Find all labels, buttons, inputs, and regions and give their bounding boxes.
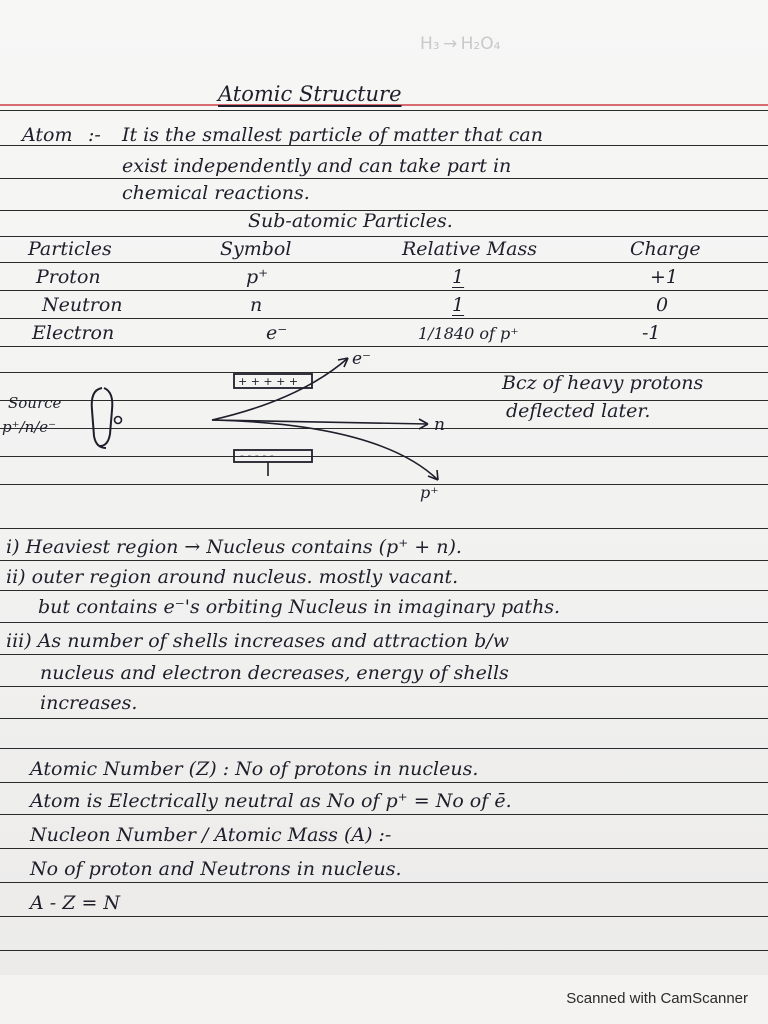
point-3-continued: nucleus and electron decreases, energy of shells [40,662,509,684]
ruled-line [0,916,768,917]
ruled-line [0,686,768,687]
row-proton-symbol: p⁺ [246,266,269,288]
header-charge: Charge [630,238,701,260]
ghost-header: H₃ → H₂O₄ [420,34,501,54]
atomic-number-line: Atomic Number (Z) : No of protons in nucleus. [30,758,479,780]
point-3-end: increases. [40,692,138,714]
ruled-line [0,748,768,749]
diagram-note-line-1: Bcz of heavy protons [502,372,704,394]
proton-label: p⁺ [420,483,439,502]
point-2: ii) outer region around nucleus. mostly vacant. [6,566,459,588]
definition-line-1: It is the smallest particle of matter that can [122,124,543,146]
subatomic-heading: Sub-atomic Particles. [248,210,453,232]
ruled-line [0,882,768,883]
ruled-line [0,814,768,815]
definition-line-2: exist independently and can take part in [122,155,512,177]
source-bracket [92,388,106,448]
ruled-line [0,718,768,719]
row-neutron-charge: 0 [656,294,669,316]
row-proton-charge: +1 [650,266,679,288]
electrically-neutral-line: Atom is Electrically neutral as No of p⁺ = No of ē. [30,790,512,812]
row-electron-symbol: e⁻ [266,322,288,344]
row-electron-name: Electron [32,322,115,344]
proton-neutron-line: No of proton and Neutrons in nucleus. [30,858,402,880]
ruled-line [0,622,768,623]
point-2-continued: but contains e⁻'s orbiting Nucleus in imaginary paths. [38,596,561,618]
formula-line: A - Z = N [30,892,121,914]
electron-label: e⁻ [352,349,372,369]
definition-term: Atom [22,124,73,146]
source-bracket [100,388,112,446]
row-proton-name: Proton [36,266,101,288]
header-particles: Particles [28,238,112,260]
electron-path [212,358,348,420]
page-title: Atomic Structure [218,82,402,106]
definition-separator: :- [88,124,101,146]
source-point [115,417,122,424]
ruled-line [0,110,768,111]
row-electron-charge: -1 [642,322,661,344]
ruled-line [0,782,768,783]
ruled-line [0,848,768,849]
source-label: Source [8,394,62,412]
ruled-line [0,590,768,591]
ruled-line [0,262,768,263]
header-symbol: Symbol [220,238,292,260]
positive-plate-label: + + + + + [238,375,299,388]
negative-plate-label: - - - - - [240,449,274,462]
ruled-line [0,318,768,319]
row-neutron-symbol: n [250,294,263,316]
row-electron-mass: 1/1840 of p⁺ [418,324,519,343]
particle-deflection-diagram [0,340,500,510]
source-particles-label: p⁺/n/e⁻ [2,418,57,436]
header-relative-mass: Relative Mass [402,238,537,260]
ruled-line [0,528,768,529]
point-3: iii) As number of shells increases and attraction b/w [6,630,509,652]
ruled-line [0,560,768,561]
scanner-watermark: Scanned with CamScanner [566,990,748,1007]
diagram-note-line-2: deflected later. [506,400,651,422]
point-1: i) Heaviest region → Nucleus contains (p⁺ + n). [6,536,462,558]
ruled-line [0,950,768,951]
neutron-label: n [434,415,445,435]
ruled-line [0,236,768,237]
ruled-line [0,178,768,179]
definition-line-3: chemical reactions. [122,182,310,204]
row-neutron-mass: 1 [452,294,465,316]
row-neutron-name: Neutron [42,294,123,316]
row-proton-mass: 1 [452,266,465,288]
ruled-line [0,654,768,655]
ruled-line [0,290,768,291]
nucleon-number-line: Nucleon Number / Atomic Mass (A) :- [30,824,392,846]
